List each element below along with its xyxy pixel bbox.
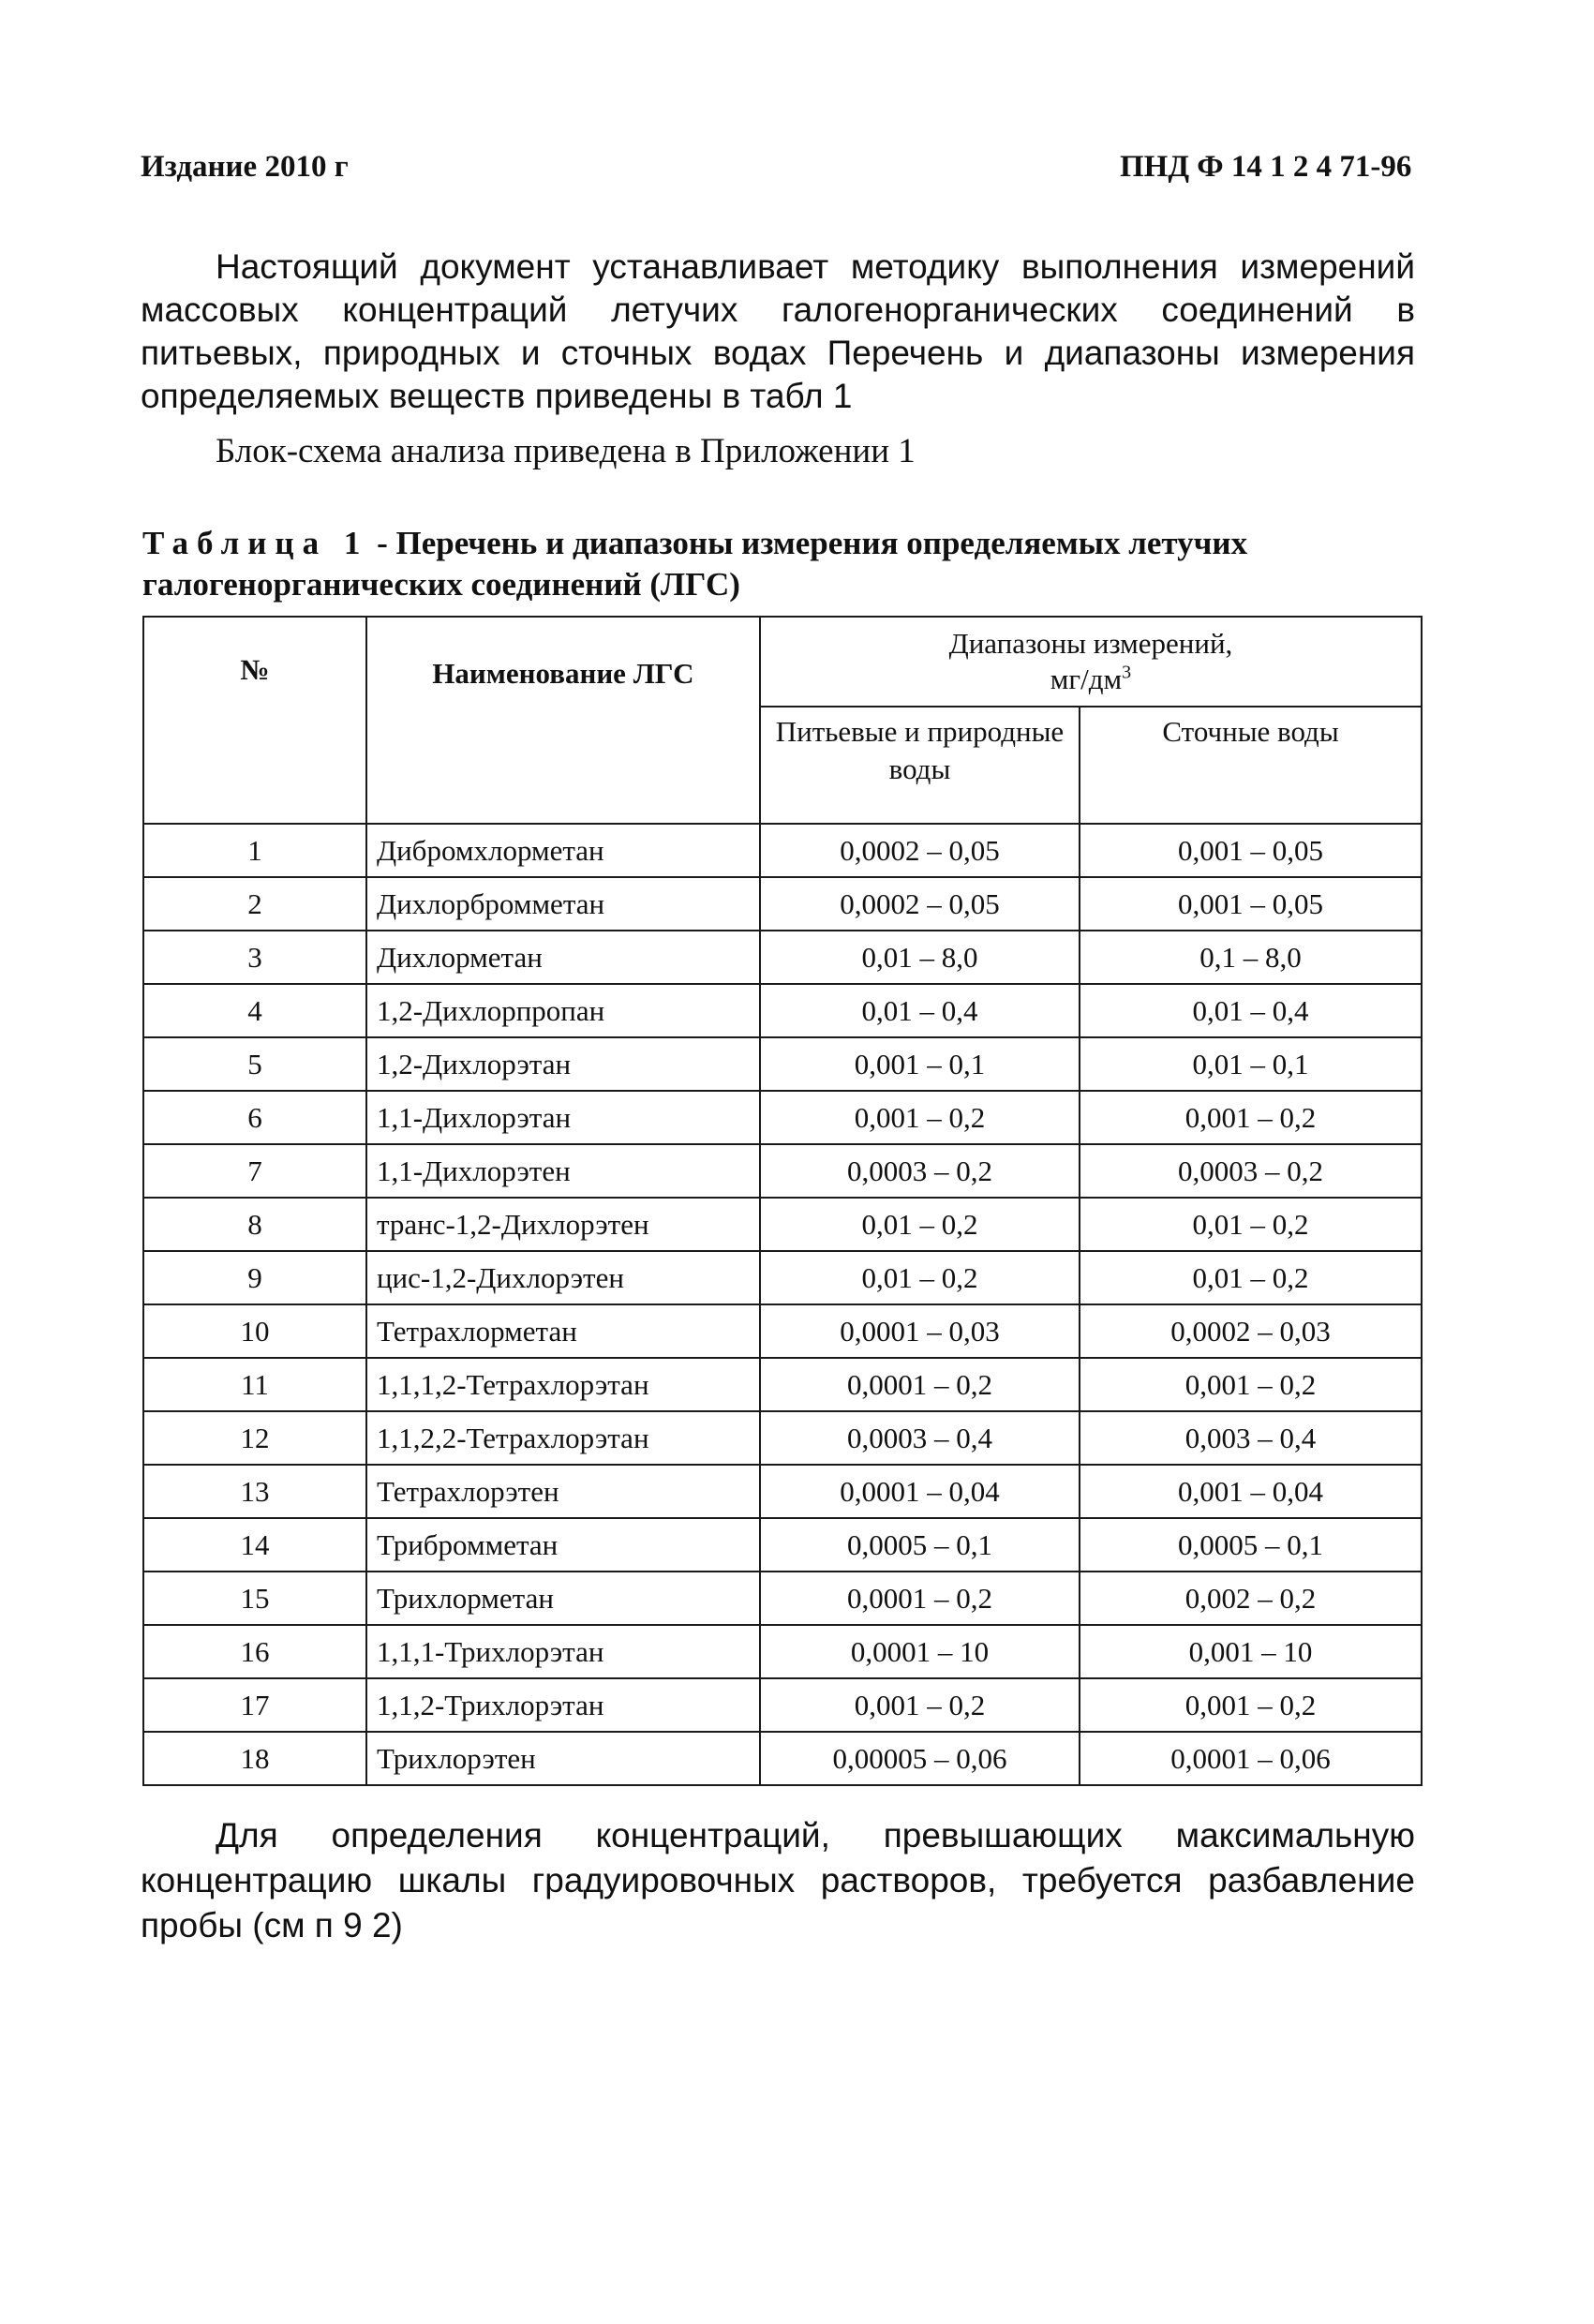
row-drinking-range: 0,01 – 0,2 bbox=[760, 1198, 1080, 1251]
compounds-table bbox=[142, 616, 1423, 1786]
table-row bbox=[143, 1465, 1422, 1518]
header-waste: Сточные воды bbox=[1080, 707, 1422, 824]
row-number: 9 bbox=[143, 1251, 366, 1304]
row-compound-name: цис-1,2-Дихлорэтен bbox=[366, 1251, 760, 1304]
row-compound-name: транс-1,2-Дихлорэтен bbox=[366, 1198, 760, 1251]
row-waste-range: 0,001 – 0,2 bbox=[1080, 1091, 1422, 1144]
table-row bbox=[143, 1144, 1422, 1198]
table-row bbox=[143, 1411, 1422, 1465]
row-waste-range: 0,01 – 0,1 bbox=[1080, 1037, 1422, 1091]
table-row bbox=[143, 1304, 1422, 1358]
row-waste-range: 0,0005 – 0,1 bbox=[1080, 1518, 1422, 1572]
table-body bbox=[143, 824, 1422, 1785]
row-compound-name: Трихлорметан bbox=[366, 1572, 760, 1625]
outro-paragraph: Для определения концентраций, превышающих максимальную концентрацию шкалы градуировочных растворов, требуется разбавление пробы (см п 9 2) bbox=[141, 1816, 1415, 1944]
header-ranges-title: Диапазоны измерений, bbox=[948, 626, 1233, 660]
table-row bbox=[143, 1732, 1422, 1785]
row-compound-name: 1,1-Дихлорэтен bbox=[366, 1144, 760, 1198]
row-number: 18 bbox=[143, 1732, 366, 1785]
row-waste-range: 0,0001 – 0,06 bbox=[1080, 1732, 1422, 1785]
row-drinking-range: 0,0005 – 0,1 bbox=[760, 1518, 1080, 1572]
row-number: 17 bbox=[143, 1678, 366, 1732]
row-waste-range: 0,002 – 0,2 bbox=[1080, 1572, 1422, 1625]
row-drinking-range: 0,0003 – 0,4 bbox=[760, 1411, 1080, 1465]
row-compound-name: 1,2-Дихлорэтан bbox=[366, 1037, 760, 1091]
row-waste-range: 0,001 – 10 bbox=[1080, 1625, 1422, 1678]
row-compound-name: 1,1-Дихлорэтан bbox=[366, 1091, 760, 1144]
row-compound-name: Дихлорбромметан bbox=[366, 877, 760, 931]
row-drinking-range: 0,0001 – 10 bbox=[760, 1625, 1080, 1678]
table-caption bbox=[142, 523, 1415, 605]
row-waste-range: 0,0002 – 0,03 bbox=[1080, 1304, 1422, 1358]
row-drinking-range: 0,0003 – 0,2 bbox=[760, 1144, 1080, 1198]
row-number: 10 bbox=[143, 1304, 366, 1358]
row-drinking-range: 0,001 – 0,2 bbox=[760, 1091, 1080, 1144]
row-waste-range: 0,001 – 0,05 bbox=[1080, 824, 1422, 877]
row-number: 12 bbox=[143, 1411, 366, 1465]
row-number: 14 bbox=[143, 1518, 366, 1572]
table-row bbox=[143, 1037, 1422, 1091]
row-drinking-range: 0,0001 – 0,2 bbox=[760, 1358, 1080, 1411]
row-compound-name: Трихлорэтен bbox=[366, 1732, 760, 1785]
row-drinking-range: 0,001 – 0,2 bbox=[760, 1678, 1080, 1732]
row-drinking-range: 0,01 – 0,2 bbox=[760, 1251, 1080, 1304]
row-drinking-range: 0,01 – 8,0 bbox=[760, 931, 1080, 984]
row-waste-range: 0,001 – 0,2 bbox=[1080, 1678, 1422, 1732]
table-row bbox=[143, 1358, 1422, 1411]
header-units-sup: 3 bbox=[1122, 662, 1132, 683]
row-number: 3 bbox=[143, 931, 366, 984]
row-drinking-range: 0,0001 – 0,2 bbox=[760, 1572, 1080, 1625]
row-drinking-range: 0,00005 – 0,06 bbox=[760, 1732, 1080, 1785]
row-number: 13 bbox=[143, 1465, 366, 1518]
row-drinking-range: 0,0002 – 0,05 bbox=[760, 824, 1080, 877]
row-compound-name: Трибромметан bbox=[366, 1518, 760, 1572]
header-name: Наименование ЛГС bbox=[366, 617, 760, 824]
table-row bbox=[143, 1518, 1422, 1572]
scheme-note: Блок-схема анализа приведена в Приложении 1 bbox=[216, 432, 916, 470]
row-compound-name: Дибромхлорметан bbox=[366, 824, 760, 877]
table-caption-text: - Перечень и диапазоны измерения определяемых летучих галогенорганических соединений (ЛГС) bbox=[142, 525, 1248, 603]
row-waste-range: 0,001 – 0,2 bbox=[1080, 1358, 1422, 1411]
row-drinking-range: 0,0002 – 0,05 bbox=[760, 877, 1080, 931]
row-waste-range: 0,01 – 0,2 bbox=[1080, 1251, 1422, 1304]
row-number: 15 bbox=[143, 1572, 366, 1625]
row-compound-name: 1,2-Дихлорпропан bbox=[366, 984, 760, 1037]
row-waste-range: 0,001 – 0,04 bbox=[1080, 1465, 1422, 1518]
row-waste-range: 0,0003 – 0,2 bbox=[1080, 1144, 1422, 1198]
row-waste-range: 0,001 – 0,05 bbox=[1080, 877, 1422, 931]
row-compound-name: Дихлорметан bbox=[366, 931, 760, 984]
row-compound-name: 1,1,2-Трихлорэтан bbox=[366, 1678, 760, 1732]
row-number: 7 bbox=[143, 1144, 366, 1198]
row-drinking-range: 0,0001 – 0,04 bbox=[760, 1465, 1080, 1518]
table-row bbox=[143, 1091, 1422, 1144]
row-compound-name: Тетрахлорметан bbox=[366, 1304, 760, 1358]
row-drinking-range: 0,001 – 0,1 bbox=[760, 1037, 1080, 1091]
row-compound-name: Тетрахлорэтен bbox=[366, 1465, 760, 1518]
header-ranges bbox=[760, 617, 1422, 707]
header-num: № bbox=[143, 617, 366, 824]
row-waste-range: 0,1 – 8,0 bbox=[1080, 931, 1422, 984]
table-caption-number: Таблица 1 bbox=[142, 525, 369, 561]
row-drinking-range: 0,0001 – 0,03 bbox=[760, 1304, 1080, 1358]
table-row bbox=[143, 1198, 1422, 1251]
table-row bbox=[143, 824, 1422, 877]
row-number: 4 bbox=[143, 984, 366, 1037]
row-compound-name: 1,1,1,2-Тетрахлорэтан bbox=[366, 1358, 760, 1411]
row-waste-range: 0,01 – 0,4 bbox=[1080, 984, 1422, 1037]
row-compound-name: 1,1,1-Трихлорэтан bbox=[366, 1625, 760, 1678]
row-number: 8 bbox=[143, 1198, 366, 1251]
row-compound-name: 1,1,2,2-Тетрахлорэтан bbox=[366, 1411, 760, 1465]
edition-label: Издание 2010 г bbox=[141, 150, 349, 184]
row-number: 2 bbox=[143, 877, 366, 931]
document-code: ПНД Ф 14 1 2 4 71-96 bbox=[1120, 150, 1412, 184]
row-drinking-range: 0,01 – 0,4 bbox=[760, 984, 1080, 1037]
row-number: 6 bbox=[143, 1091, 366, 1144]
row-waste-range: 0,01 – 0,2 bbox=[1080, 1198, 1422, 1251]
row-number: 11 bbox=[143, 1358, 366, 1411]
header-units: мг/дм bbox=[1050, 662, 1123, 695]
row-waste-range: 0,003 – 0,4 bbox=[1080, 1411, 1422, 1465]
header-drinking: Питьевые и природные воды bbox=[760, 707, 1080, 824]
intro-paragraph: Настоящий документ устанавливает методику выполнения измерений массовых концентраций летучих галогенорганических соединений в питьевых, природных и сточных водах Перечень и диапазоны измерения определяемых веществ приведены в табл 1 bbox=[141, 247, 1415, 415]
table-row bbox=[143, 1625, 1422, 1678]
table-row bbox=[143, 877, 1422, 931]
row-number: 1 bbox=[143, 824, 366, 877]
table-row bbox=[143, 984, 1422, 1037]
row-number: 5 bbox=[143, 1037, 366, 1091]
table-row bbox=[143, 1678, 1422, 1732]
table-row bbox=[143, 1572, 1422, 1625]
row-number: 16 bbox=[143, 1625, 366, 1678]
table-row bbox=[143, 1251, 1422, 1304]
table-row bbox=[143, 931, 1422, 984]
